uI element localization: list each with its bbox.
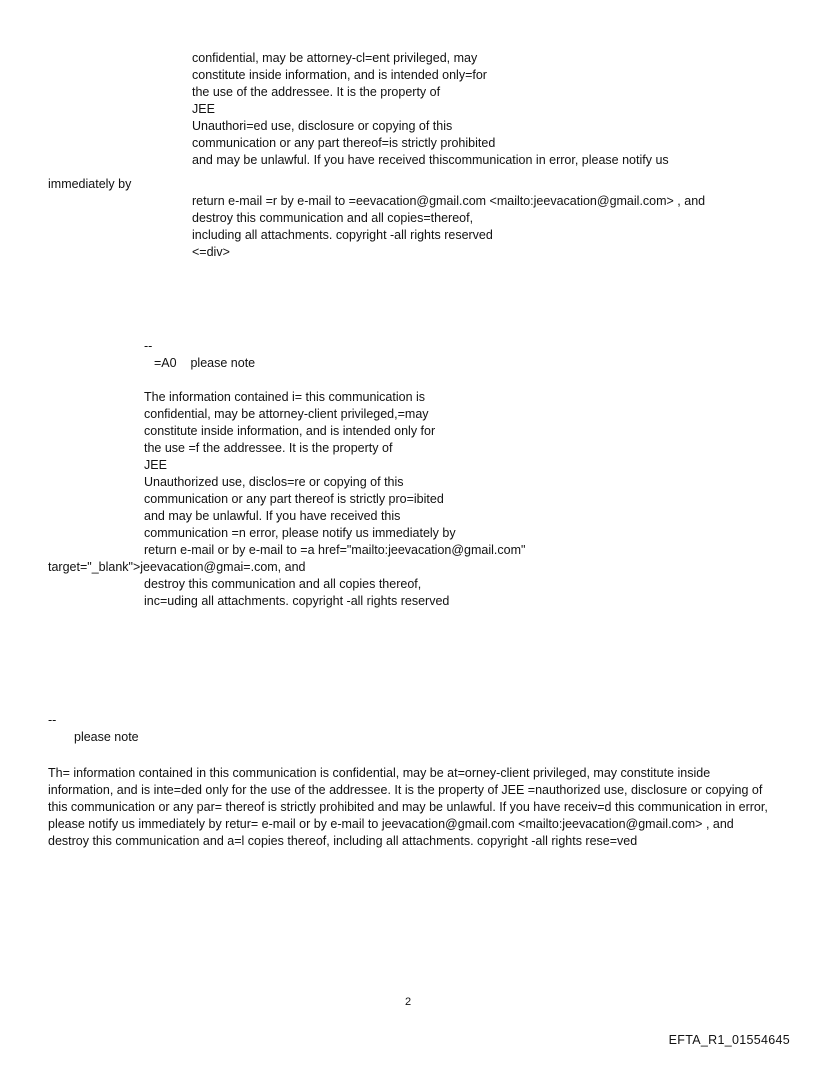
block1-line: confidential, may be attorney-cl=ent privileged, may: [192, 51, 478, 65]
block2-line: The information contained i= this communication is: [144, 390, 426, 404]
block1-line: constitute inside information, and is intended only=for: [192, 68, 487, 82]
block3-heading: please note: [74, 730, 139, 744]
block1-line: immediately by: [48, 177, 132, 191]
block1-line: including all attachments. copyright -all rights reserved: [192, 228, 493, 242]
block2-signature-dashes: --: [144, 339, 153, 353]
block1-line: destroy this communication and all copies=thereof,: [192, 211, 474, 225]
block3-paragraph: Th= information contained in this communication is confidential, may be at=orney-client privileged, may constitute inside information, and is inte=ded only for the use of the addressee. It is the property of JEE =nauthorized use, disclosure or copying of this communication or any par= thereof is strictly prohibited and may be unlawful. If you have receiv=d this communication in error, please notify us immediately by retur= e-mail or by e-mail to jeevacation@gmail.com <mailto:jeevacation@gmail.com> , and destroy this communication and a=l copies thereof, including all attachments. copyright -all rights rese=ved: [48, 766, 768, 848]
page-number: 2: [404, 996, 412, 1008]
block1-line: return e-mail =r by e-mail to =eevacation@gmail.com <mailto:jeevacation@gmail.com> , and: [192, 194, 706, 208]
block2-line: return e-mail or by e-mail to =a href="mailto:jeevacation@gmail.com": [144, 543, 526, 557]
bates-number: EFTA_R1_01554645: [668, 1033, 790, 1047]
block2-line: the use =f the addressee. It is the property of: [144, 441, 393, 455]
block2-line: Unauthorized use, disclos=re or copying of this: [144, 475, 404, 489]
block1-line: communication or any part thereof=is strictly prohibited: [192, 136, 496, 150]
block2-line: confidential, may be attorney-client privileged,=may: [144, 407, 429, 421]
block2-heading: =A0 please note: [154, 356, 256, 370]
block2-line: constitute inside information, and is intended only for: [144, 424, 436, 438]
block1-line: the use of the addressee. It is the property of: [192, 85, 441, 99]
block2-line: target="_blank">jeevacation@gmai=.com, and: [48, 560, 306, 574]
block2-line: and may be unlawful. If you have received this: [144, 509, 401, 523]
block1-line: JEE: [192, 102, 215, 116]
block2-line: inc=uding all attachments. copyright -all rights reserved: [144, 594, 450, 608]
block1-line: and may be unlawful. If you have received thiscommunication in error, please notify us: [192, 153, 669, 167]
block2-line: communication =n error, please notify us immediately by: [144, 526, 456, 540]
block2-line: communication or any part thereof is strictly pro=ibited: [144, 492, 444, 506]
block1-line: <=div>: [192, 245, 230, 259]
block1-line: Unauthori=ed use, disclosure or copying of this: [192, 119, 453, 133]
block2-line: JEE: [144, 458, 167, 472]
block3-signature-dashes: --: [48, 713, 57, 727]
block2-line: destroy this communication and all copies thereof,: [144, 577, 422, 591]
